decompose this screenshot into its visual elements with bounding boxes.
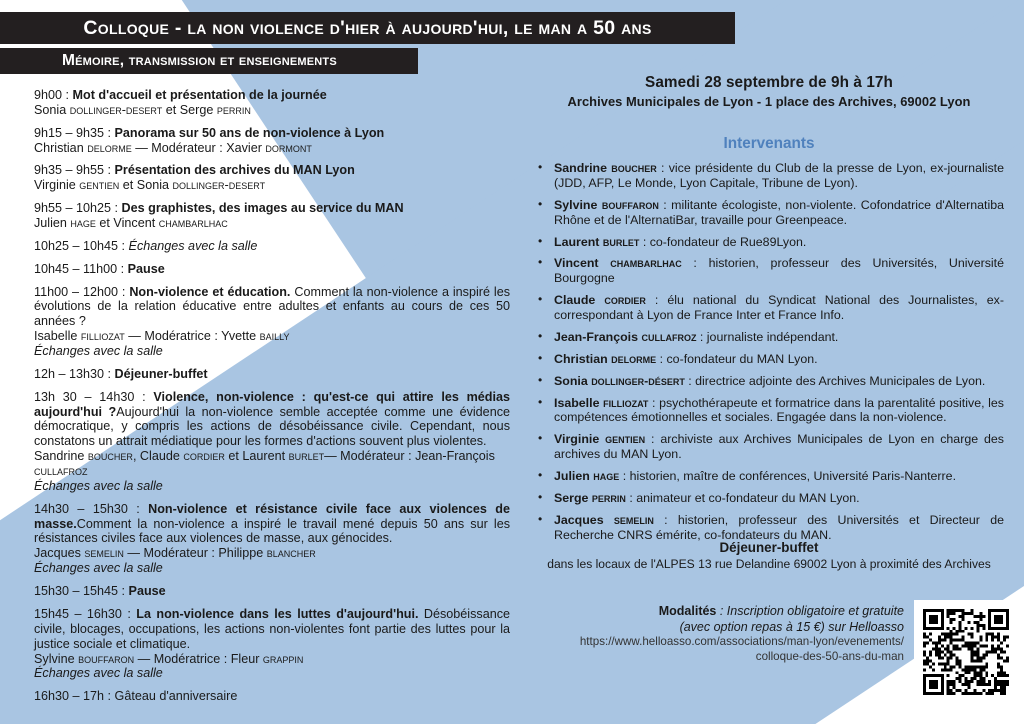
- programme-item: [34, 126, 510, 156]
- programme-item: [34, 502, 510, 576]
- speakers-list: [530, 161, 1008, 543]
- registration-block: [548, 600, 1018, 704]
- buffet-detail: dans les locaux de l'ALPES 13 rue Delandine 69002 Lyon à proximité des Archives: [547, 557, 991, 571]
- page-title: Colloque - la non violence d'hier à aujourd'hui, le man a 50 ans: [83, 16, 652, 39]
- programme-item-headline: [34, 239, 510, 254]
- programme-item-headline: [34, 502, 510, 547]
- programme-item-title: Des graphistes, des images au service du MAN: [121, 201, 404, 216]
- speaker-name: Sylvine bouffaron: [554, 197, 659, 212]
- programme-item-title: Échanges avec la salle: [128, 238, 258, 253]
- speaker-name: Serge perrin: [554, 490, 626, 505]
- speaker-name: Sonia dollinger-désert: [554, 373, 685, 388]
- speaker-name: Vincent chambarlhac: [554, 256, 682, 271]
- programme-item-time: 12h – 13h30 :: [34, 366, 115, 381]
- event-venue: Archives Municipales de Lyon - 1 place des Archives, 69002 Lyon: [567, 94, 971, 109]
- programme-item-speakers: Sandrine boucher, Claude cordier et Laurent burlet— Modérateur : Jean-François cullafroz: [34, 449, 495, 479]
- speaker-name: Laurent burlet: [554, 234, 640, 249]
- speaker-name: Virginie gentien: [554, 432, 646, 447]
- programme-item-title: Gâteau d'anniversaire: [114, 689, 238, 704]
- programme-item: [34, 262, 510, 277]
- programme-list: [34, 88, 510, 712]
- speaker-name: Christian delorme: [554, 351, 657, 366]
- programme-item-time: 9h35 – 9h55 :: [34, 163, 115, 178]
- speaker-item: [552, 396, 1004, 426]
- speaker-name: Isabelle filliozat: [554, 395, 649, 410]
- registration-url-line-2[interactable]: colloque-des-50-ans-du-man: [755, 649, 904, 663]
- programme-item-title: Non-violence et éducation.: [129, 284, 291, 299]
- programme-item-title: Panorama sur 50 ans de non-violence à Lyon: [114, 125, 385, 140]
- modalites-line1-text: : Inscription obligatoire et gratuite: [716, 604, 904, 618]
- programme-item-discussion: Échanges avec la salle: [34, 344, 163, 359]
- speaker-name: Claude cordier: [554, 293, 646, 308]
- speaker-item: [552, 491, 1004, 506]
- buffet-heading: Déjeuner-buffet: [719, 540, 819, 555]
- speaker-item: [552, 513, 1004, 543]
- programme-item: [34, 285, 510, 359]
- programme-item-speakers: Julien hage et Vincent chambarlhac: [34, 216, 228, 231]
- modalites-line-2: [580, 620, 904, 636]
- registration-text: [580, 600, 914, 664]
- programme-item-time: 14h30 – 15h30 :: [34, 501, 149, 516]
- speaker-bio: : co-fondateur de Rue89Lyon.: [639, 234, 807, 249]
- programme-item: [34, 163, 510, 193]
- speakers-heading: Intervenants: [723, 135, 815, 152]
- speaker-bio: : directrice adjointe des Archives Municipales de Lyon.: [684, 373, 986, 388]
- speaker-bio: : militante écologiste, non-violente. Cofondatrice d'Alternatiba Rhône et de l'AlternatiBar, travaille pour Greenpeace.: [554, 197, 1004, 227]
- programme-item-headline: [34, 584, 510, 599]
- programme-item-headline: [34, 126, 510, 141]
- speaker-bio: : co-fondateur du MAN Lyon.: [656, 351, 818, 366]
- programme-item-headline: [34, 163, 510, 178]
- programme-item-speakers: Christian delorme — Modérateur : Xavier dormont: [34, 140, 312, 155]
- modalites-line-1: [580, 604, 904, 620]
- programme-item-title: Mot d'accueil et présentation de la journée: [72, 88, 327, 102]
- programme-item-title: Pause: [128, 584, 166, 599]
- programme-item-headline: [34, 88, 510, 103]
- programme-item-description: Comment la non-violence a inspiré les évolutions de la relation éducative entre adultes et enfants au cours de ces 50 années ?: [34, 284, 511, 329]
- speaker-bio: : historien, maître de conférences, Université Paris-Nanterre.: [619, 469, 957, 483]
- speaker-item: [552, 330, 1004, 345]
- speaker-name: Sandrine boucher: [554, 161, 657, 175]
- programme-item-title: Violence, non-violence : qu'est-ce qui attire les médias aujourd'hui ?: [34, 389, 510, 419]
- speaker-item: [552, 293, 1004, 323]
- registration-url-line-1[interactable]: https://www.helloasso.com/associations/man-lyon/evenements/: [579, 635, 904, 649]
- speaker-item: [552, 256, 1004, 286]
- programme-item-headline: [34, 262, 510, 277]
- programme-item-time: 13h 30 – 14h30 :: [34, 389, 154, 404]
- programme-item-discussion: Échanges avec la salle: [34, 561, 163, 576]
- speaker-bio: : élu national du Syndicat National des Journalistes, ex-correspondant à Lyon de France Inter et France Info.: [554, 293, 1004, 322]
- programme-item-description: Comment la non-violence a inspiré le travail mené depuis 50 ans sur les résistances civiles face aux violences de masse, aux génocides.: [34, 516, 510, 546]
- modalites-label: Modalités: [658, 604, 717, 618]
- programme-item: [34, 390, 510, 494]
- speaker-bio: : historien, professeur des Universités, Université Bourgogne: [554, 256, 1004, 286]
- modalites-line2-text: (avec option repas à 15 €) sur Helloasso: [679, 619, 904, 634]
- programme-item: [34, 367, 510, 382]
- programme-item-title: Déjeuner-buffet: [114, 366, 208, 381]
- programme-item-discussion: Échanges avec la salle: [34, 666, 163, 681]
- page-subtitle: Mémoire, transmission et enseignements: [62, 52, 337, 69]
- speaker-bio: : journaliste indépendant.: [696, 329, 839, 344]
- programme-item-speakers: Sylvine bouffaron — Modératrice : Fleur grappin: [34, 651, 304, 666]
- programme-item-title: Présentation des archives du MAN Lyon: [114, 163, 355, 178]
- programme-item-description: Désobéissance civile, blocages, occupations, les actions non-violentes font partie des luttes pour la justice sociale et climatique.: [34, 606, 511, 651]
- right-column: [530, 74, 1008, 550]
- programme-item-time: 9h00 :: [34, 88, 73, 102]
- programme-item: [34, 607, 510, 681]
- qr-code-icon[interactable]: [923, 609, 1009, 695]
- speaker-name: Jean-François cullafroz: [554, 329, 697, 344]
- programme-item-time: 9h15 – 9h35 :: [34, 125, 115, 140]
- programme-item-speakers: Isabelle filliozat — Modératrice : Yvette bailly: [34, 329, 290, 344]
- speaker-item: [552, 432, 1004, 462]
- programme-item-title: Pause: [127, 261, 165, 276]
- programme-item-discussion: Échanges avec la salle: [34, 478, 163, 493]
- programme-item-time: 9h55 – 10h25 :: [34, 201, 122, 216]
- speaker-bio: : historien, professeur des Universités et Directeur de Recherche CNRS émérite, co-fondateurs du MAN.: [554, 512, 1004, 542]
- speaker-item: [552, 235, 1004, 250]
- speaker-item: [552, 374, 1004, 389]
- programme-item-headline: [34, 390, 510, 449]
- programme-item-headline: [34, 607, 510, 652]
- programme-item-title: La non-violence dans les luttes d'aujourd'hui.: [136, 606, 419, 621]
- programme-item-time: 16h30 – 17h :: [34, 689, 115, 704]
- poster-title-bar: [0, 12, 735, 44]
- programme-item-speakers: Jacques semelin — Modérateur : Philippe blancher: [34, 546, 316, 561]
- programme-item-headline: [34, 201, 510, 216]
- programme-item-headline: [34, 689, 510, 704]
- speaker-bio: : animateur et co-fondateur du MAN Lyon.: [625, 490, 860, 505]
- programme-item-time: 10h45 – 11h00 :: [34, 261, 128, 276]
- qr-code-container: [914, 600, 1018, 704]
- speaker-bio: : psychothérapeute et formatrice dans la parentalité positive, les compétences émotionnelles et sociales. Engagée dans la non-violence.: [554, 395, 1004, 425]
- event-date: Samedi 28 septembre de 9h à 17h: [645, 74, 893, 91]
- programme-item: [34, 689, 510, 704]
- programme-item-description: Aujourd'hui la non-violence semble acceptée comme une évidence démocratique, y compris les actions de désobéissance civile. Cependant, nous constatons un attrait médiatique pour les formes d'actions souvent plus violentes.: [34, 404, 510, 449]
- programme-item-time: 11h00 – 12h00 :: [34, 284, 130, 299]
- programme-item: [34, 584, 510, 599]
- programme-item-headline: [34, 285, 510, 330]
- speaker-bio: : archiviste aux Archives Municipales de Lyon en charge des archives du MAN Lyon.: [554, 432, 1004, 462]
- programme-item-speakers: Sonia dollinger-desert et Serge perrin: [34, 102, 251, 117]
- programme-item-time: 10h25 – 10h45 :: [34, 238, 129, 253]
- programme-item-time: 15h30 – 15h45 :: [34, 584, 129, 599]
- speaker-item: [552, 161, 1004, 191]
- programme-item: [34, 88, 510, 118]
- programme-item-headline: [34, 367, 510, 382]
- poster-subtitle-bar: [0, 48, 418, 74]
- speaker-name: Julien hage: [554, 469, 620, 483]
- speaker-item: [552, 198, 1004, 228]
- programme-item-time: 15h45 – 16h30 :: [34, 606, 137, 621]
- programme-item: [34, 201, 510, 231]
- speaker-bio: : vice présidente du Club de la presse de Lyon, ex-journaliste (JDD, AFP, Le Monde, Lyon Capitale, Tribune de Lyon).: [554, 161, 1004, 190]
- buffet-block: [530, 540, 1008, 571]
- speaker-item: [552, 352, 1004, 367]
- programme-item: [34, 239, 510, 254]
- programme-item-title: Non-violence et résistance civile face aux violences de masse.: [34, 501, 510, 531]
- speaker-item: [552, 469, 1004, 484]
- speaker-name: Jacques semelin: [554, 512, 654, 527]
- programme-item-speakers: Virginie gentien et Sonia dollinger-desert: [34, 178, 266, 193]
